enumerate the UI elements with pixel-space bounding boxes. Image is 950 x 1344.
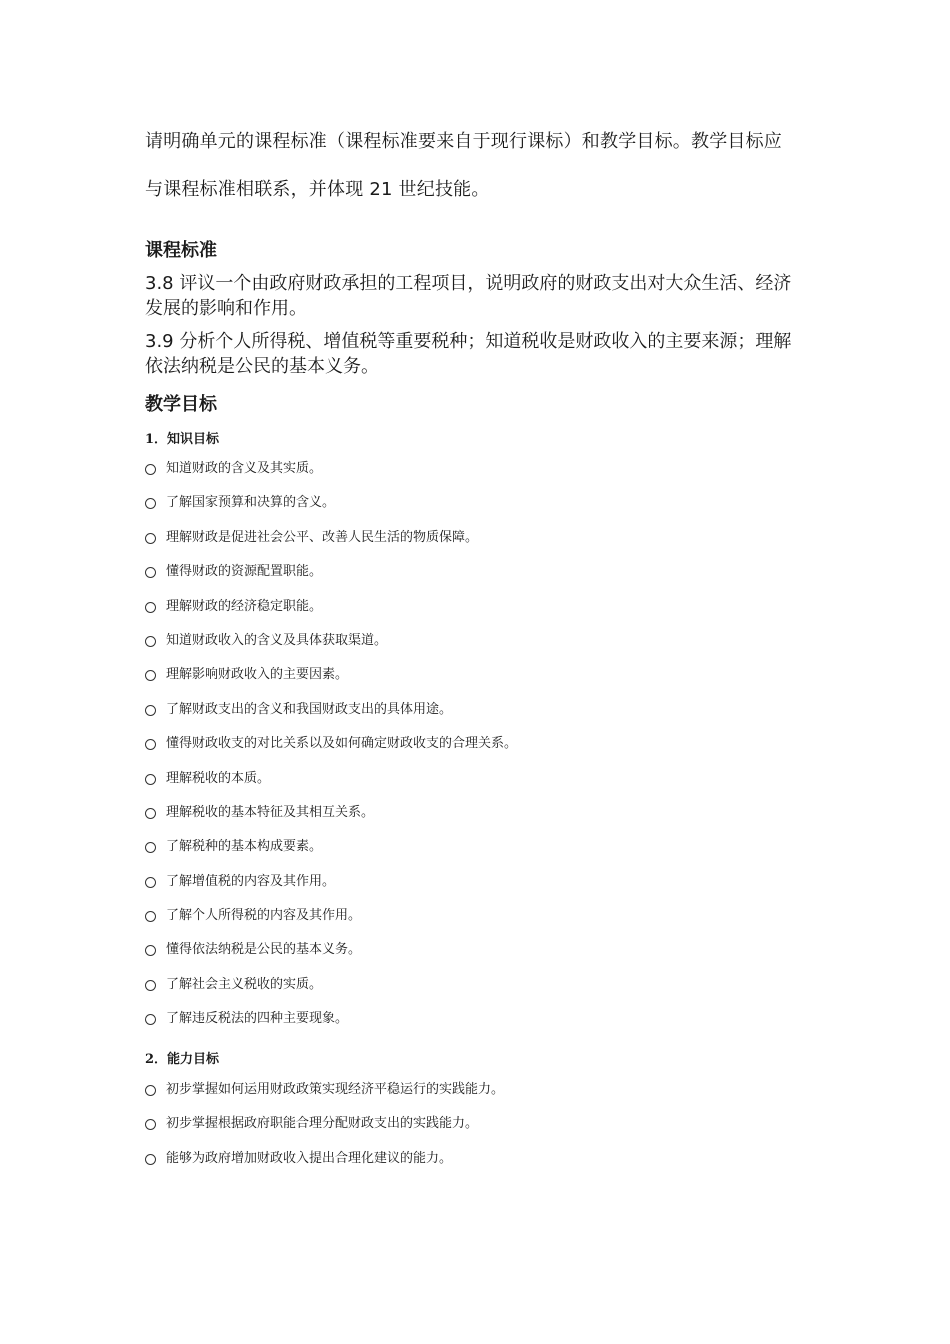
- list-item: [145, 1082, 504, 1116]
- intro-line-2: 与课程标准相联系，并体现 21 世纪技能。: [145, 179, 490, 200]
- objectives-heading: 教学目标: [145, 394, 217, 415]
- list-item-text: 了解违反税法的四种主要现象。: [166, 1011, 349, 1027]
- list-item: [145, 736, 517, 770]
- knowledge-objectives-list: [145, 461, 517, 1046]
- hollow-circle-icon: [145, 602, 156, 613]
- hollow-circle-icon: [145, 774, 156, 785]
- hollow-circle-icon: [145, 1014, 156, 1025]
- list-item-text: 懂得财政的资源配置职能。: [166, 564, 323, 580]
- hollow-circle-icon: [145, 636, 156, 647]
- hollow-circle-icon: [145, 498, 156, 509]
- hollow-circle-icon: [145, 911, 156, 922]
- intro-line-1: 请明确单元的课程标准（课程标准要来自于现行课标）和教学目标。教学目标应: [145, 131, 782, 152]
- list-item-text: 了解个人所得税的内容及其作用。: [166, 908, 362, 924]
- hollow-circle-icon: [145, 1119, 156, 1130]
- list-item-text: 能够为政府增加财政收入提出合理化建议的能力。: [166, 1150, 453, 1166]
- intro-paragraph: [145, 118, 825, 214]
- list-item: [145, 702, 517, 736]
- ability-objectives-title: 2．能力目标: [145, 1052, 220, 1067]
- list-item: [145, 805, 517, 839]
- hollow-circle-icon: [145, 1154, 156, 1165]
- list-item: [145, 599, 517, 633]
- list-item: [145, 461, 517, 495]
- list-item-text: 知道财政收入的含义及具体获取渠道。: [166, 632, 388, 648]
- list-item-text: 了解税种的基本构成要素。: [166, 839, 323, 855]
- standard-item: 3.9 分析个人所得税、增值税等重要税种；知道税收是财政收入的主要来源；理解依法纳税是公民的基本义务。: [145, 331, 792, 377]
- hollow-circle-icon: [145, 567, 156, 578]
- list-item: [145, 977, 517, 1011]
- hollow-circle-icon: [145, 705, 156, 716]
- list-item-text: 初步掌握如何运用财政政策实现经济平稳运行的实践能力。: [166, 1082, 505, 1097]
- hollow-circle-icon: [145, 670, 156, 681]
- list-item: [145, 771, 517, 805]
- list-item: [145, 942, 517, 976]
- hollow-circle-icon: [145, 1085, 156, 1096]
- list-item: [145, 1011, 517, 1045]
- hollow-circle-icon: [145, 980, 156, 991]
- list-item: [145, 667, 517, 701]
- standards-heading: 课程标准: [145, 240, 217, 261]
- list-item: [145, 495, 517, 529]
- hollow-circle-icon: [145, 464, 156, 475]
- list-item-text: 理解财政是促进社会公平、改善人民生活的物质保障。: [166, 529, 479, 545]
- hollow-circle-icon: [145, 739, 156, 750]
- hollow-circle-icon: [145, 842, 156, 853]
- hollow-circle-icon: [145, 877, 156, 888]
- list-item-text: 了解增值税的内容及其作用。: [166, 873, 336, 889]
- list-item: [145, 839, 517, 873]
- list-item-text: 懂得财政收支的对比关系以及如何确定财政收支的合理关系。: [166, 736, 518, 752]
- list-item: [145, 874, 517, 908]
- list-item-text: 了解国家预算和决算的含义。: [166, 495, 336, 511]
- list-item-text: 了解社会主义税收的实质。: [166, 976, 323, 992]
- hollow-circle-icon: [145, 808, 156, 819]
- ability-objectives-list: [145, 1082, 504, 1185]
- list-item-text: 理解税收的本质。: [166, 770, 271, 786]
- list-item-text: 初步掌握根据政府职能合理分配财政支出的实践能力。: [166, 1116, 479, 1132]
- hollow-circle-icon: [145, 945, 156, 956]
- list-item-text: 理解影响财政收入的主要因素。: [166, 667, 349, 683]
- list-item-text: 懂得依法纳税是公民的基本义务。: [166, 942, 362, 958]
- list-item-text: 了解财政支出的含义和我国财政支出的具体用途。: [166, 701, 453, 717]
- list-item: [145, 908, 517, 942]
- list-item: [145, 530, 517, 564]
- knowledge-objectives-title: 1．知识目标: [145, 432, 220, 447]
- list-item-text: 理解财政的经济稳定职能。: [166, 598, 323, 614]
- list-item: [145, 633, 517, 667]
- hollow-circle-icon: [145, 533, 156, 544]
- list-item-text: 理解税收的基本特征及其相互关系。: [166, 804, 375, 820]
- list-item: [145, 1151, 504, 1185]
- standard-item: 3.8 评议一个由政府财政承担的工程项目，说明政府的财政支出对大众生活、经济发展的影响和作用。: [145, 273, 792, 319]
- list-item: [145, 1116, 504, 1150]
- list-item-text: 知道财政的含义及其实质。: [166, 461, 323, 476]
- list-item: [145, 564, 517, 598]
